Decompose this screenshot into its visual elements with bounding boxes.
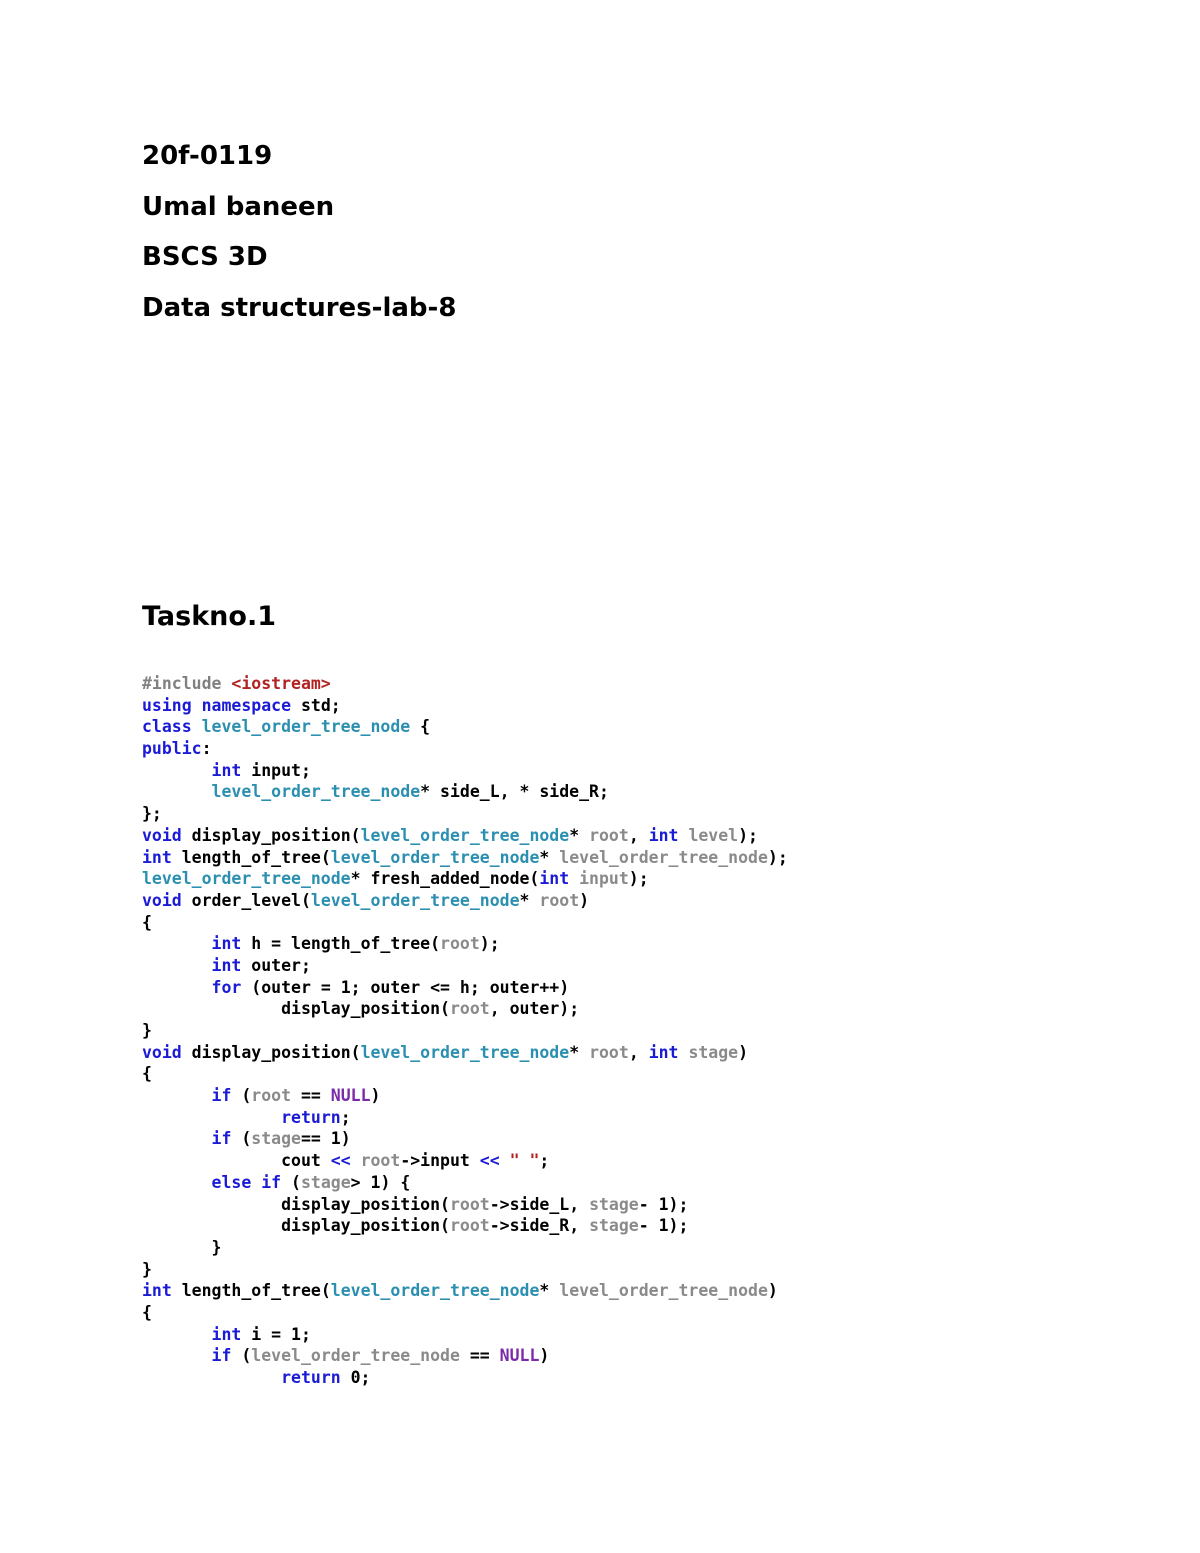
code-token [142,1346,212,1365]
code-line [142,716,788,738]
code-line [142,673,788,695]
code-token: level_order_tree_node [559,847,768,867]
code-token: if [211,1086,232,1106]
code-line [142,977,788,999]
code-token: public [142,739,202,759]
code-line [142,912,788,934]
code-token: root [251,1086,292,1106]
code-line [142,1324,788,1346]
code-token: root [589,825,629,845]
code-token: level_order_tree_node [201,717,411,737]
code-token: root [449,1216,490,1236]
code-token [251,1173,261,1192]
code-token: root [440,934,480,954]
code-token: ; [340,1107,351,1127]
code-line [142,1107,788,1129]
code-token: namespace [201,695,292,715]
code-token [142,1129,212,1148]
code-token: input [579,869,629,889]
code-token: ; [539,1151,550,1171]
code-token: ) [579,890,590,910]
code-token: ); [628,869,649,889]
code-token: int [142,847,172,867]
code-token: == 1) [300,1129,351,1149]
code-line [142,1367,788,1389]
class-section: BSCS 3D [142,242,268,272]
code-token: h = length_of_tree( [241,934,441,954]
code-token: return [281,1368,341,1387]
code-token [142,782,212,801]
code-token: if [211,1129,232,1149]
code-token: level [688,825,739,845]
code-token [142,1173,212,1192]
code-token: ); [767,847,788,867]
code-token [192,717,202,736]
code-token: == [291,1086,331,1106]
code-token: cout [142,1151,331,1171]
code-token [142,1108,281,1127]
student-name: Umal baneen [142,192,335,222]
code-token: - 1); [638,1216,689,1236]
code-token: ) [539,1346,550,1366]
code-token: * [569,1042,590,1062]
code-token: root [449,999,490,1019]
code-line [142,1302,788,1324]
code-token: int [211,934,242,954]
code-line [142,1172,788,1194]
code-token: std; [291,695,341,715]
code-line [142,1042,788,1064]
code-token: int [648,825,679,845]
code-token: level_order_tree_node [310,890,520,910]
code-line [142,760,788,782]
code-token: length_of_tree( [171,847,331,867]
code-line [142,1194,788,1216]
code-token [142,934,212,953]
code-block [142,673,788,1389]
code-token: input; [241,760,311,780]
code-token [142,1325,212,1344]
code-token: int [211,955,242,975]
code-line [142,1128,788,1150]
code-token: root [539,890,580,910]
code-token: level_order_tree_node [330,1281,540,1301]
code-token: stage [251,1129,301,1149]
code-token: * [569,825,590,845]
code-token [500,1151,510,1170]
code-token: display_position( [142,999,450,1019]
code-token: (outer = 1; outer <= h; outer++) [241,977,570,997]
code-token: stage [589,1194,639,1214]
code-token: i = 1; [241,1324,311,1344]
code-token: if [261,1172,282,1192]
code-token: << [330,1151,351,1171]
code-token: display_position( [181,1042,361,1062]
code-line [142,1345,788,1367]
code-line [142,998,788,1020]
code-token: ->side_R, [489,1216,590,1236]
code-token: NULL [330,1086,371,1106]
code-token: , [628,825,649,845]
code-token: }; [142,804,162,824]
code-line [142,1259,788,1281]
code-line [142,781,788,803]
code-token: for [211,977,242,997]
code-token: level_order_tree_node [142,869,351,889]
code-token: : [201,739,212,759]
code-line [142,1150,788,1172]
code-token: else [211,1172,252,1192]
code-token: ( [231,1346,252,1366]
code-token: ); [738,825,758,845]
code-token: void [142,825,182,845]
code-token: ); [479,934,500,954]
code-token: * side_L, * side_R; [420,782,609,802]
code-token: , outer); [489,999,580,1019]
code-token: int [211,1324,242,1344]
code-token: display_position( [181,825,361,845]
task-title: Taskno.1 [142,601,276,632]
code-token: ( [231,1086,252,1106]
code-token: stage [688,1042,739,1062]
code-line [142,847,788,869]
code-line [142,738,788,760]
code-token: root [589,1042,629,1062]
code-token [142,1086,212,1105]
code-token: order_level( [181,890,311,910]
code-token: * [539,1281,560,1301]
code-token: int [539,869,570,889]
code-line [142,868,788,890]
code-token: { [142,912,152,932]
code-token: ( [281,1172,301,1192]
code-line [142,1280,788,1302]
code-token: stage [300,1172,351,1192]
code-token: level_order_tree_node [559,1281,768,1301]
code-token: using [142,695,192,715]
code-token: stage [589,1216,639,1236]
code-token: <iostream> [231,674,331,693]
code-line [142,955,788,977]
code-token: level_order_tree_node [330,847,540,867]
code-token [679,826,689,845]
code-token: outer; [241,955,311,975]
code-line [142,803,788,825]
code-token: NULL [499,1346,540,1366]
code-token: length_of_tree( [171,1281,331,1301]
code-token: } [142,1259,152,1279]
code-token: - 1); [638,1194,689,1214]
code-line [142,825,788,847]
code-token: ( [231,1129,252,1149]
code-token: display_position( [142,1194,450,1214]
code-token [142,761,212,780]
code-token: int [142,1281,172,1301]
code-token: root [360,1151,401,1171]
code-token: ) [767,1281,778,1301]
code-token: level_order_tree_node [360,825,570,845]
code-line [142,933,788,955]
code-token: << [479,1151,500,1171]
code-token: * fresh_added_node( [350,869,540,889]
code-token: ) [738,1042,749,1062]
code-token: ) [370,1086,381,1106]
code-token: int [648,1042,679,1062]
code-token: * [519,890,540,910]
code-token: * [539,847,560,867]
code-token [351,1151,361,1170]
code-token: return [281,1107,341,1127]
code-token [569,869,579,888]
subject-title: Data structures-lab-8 [142,293,457,323]
code-token [192,696,202,715]
code-token: { [410,717,431,737]
code-token: level_order_tree_node [211,782,421,802]
code-token: " " [509,1151,540,1171]
code-token: display_position( [142,1216,450,1236]
code-token: ->input [400,1151,480,1171]
code-line [142,1085,788,1107]
code-line [142,1237,788,1259]
code-token: ->side_L, [489,1194,590,1214]
code-line [142,695,788,717]
code-token: level_order_tree_node [251,1346,460,1366]
code-token: > 1) { [350,1172,411,1192]
code-token: void [142,1042,182,1062]
code-token [142,978,212,997]
code-token: == [459,1346,500,1366]
code-token: } [142,1021,152,1040]
code-line [142,1063,788,1085]
code-token: { [142,1302,152,1322]
code-token: int [211,760,242,780]
code-token [142,956,212,975]
code-token: , [628,1042,649,1062]
code-token [142,1368,281,1387]
code-token: } [142,1237,222,1257]
code-token: class [142,717,192,737]
code-token [679,1043,689,1062]
code-token: level_order_tree_node [360,1042,570,1062]
roll-number: 20f-0119 [142,141,273,171]
code-line [142,890,788,912]
code-token: root [449,1194,490,1214]
code-token: void [142,890,182,910]
code-token: #include [142,674,232,693]
code-token: if [211,1346,232,1366]
code-token: 0; [340,1368,371,1387]
code-line [142,1215,788,1237]
code-token: { [142,1064,152,1084]
code-line [142,1020,788,1042]
